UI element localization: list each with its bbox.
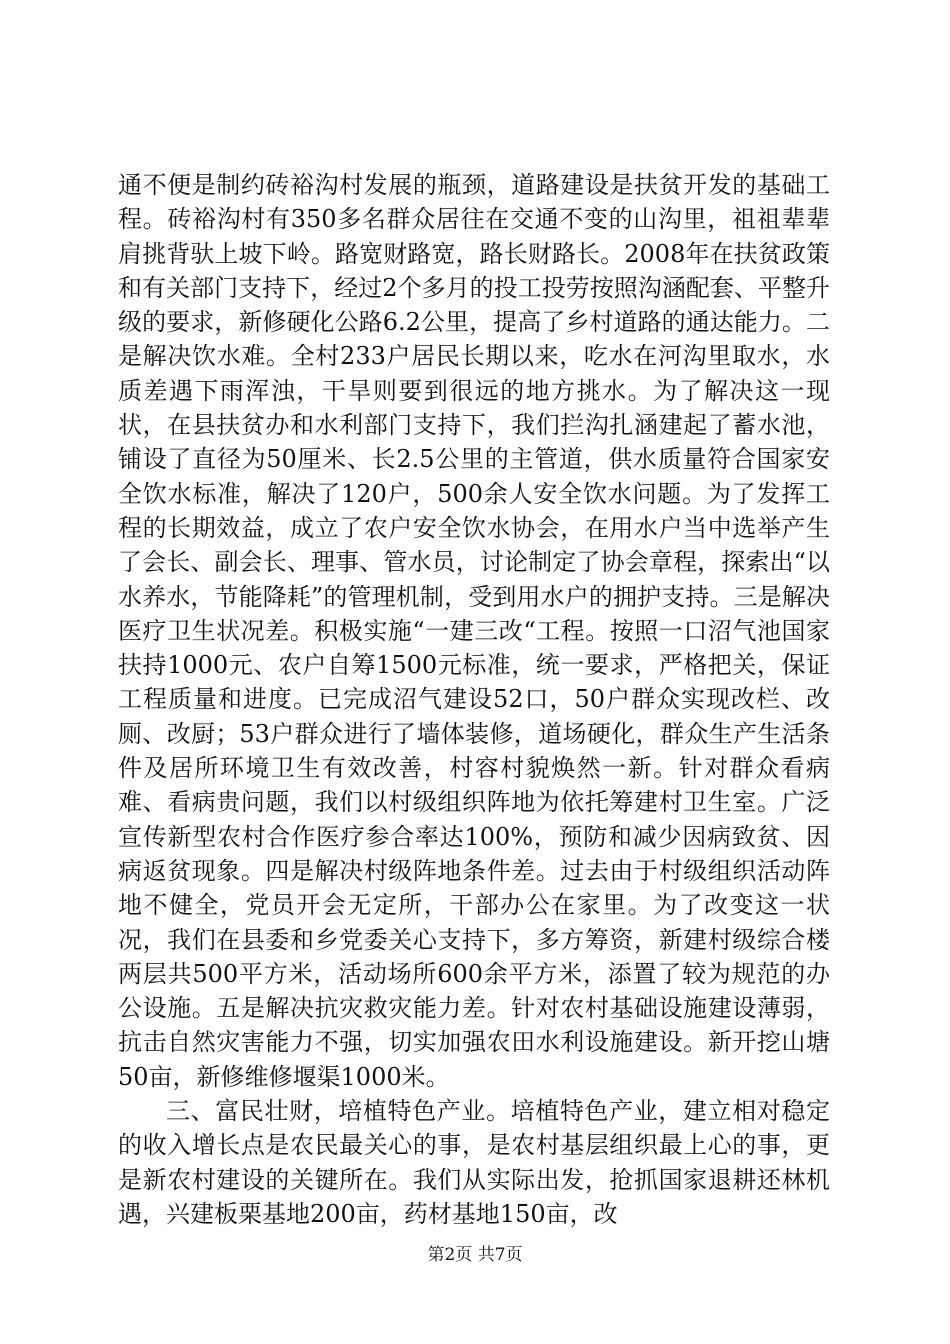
paragraph-section-three: 三、富民壮财，培植特色产业。培植特色产业，建立相对稳定的收入增长点是农民最关心的事，是农村基层组织最上心的事，更是新农村建设的关键所在。我们从实际出发，抢抓国家退耕还林机遇，兴建板栗基地200亩，药材基地150亩，改	[118, 1097, 830, 1228]
document-body	[118, 168, 830, 1231]
page-number: 第2页 共7页	[427, 1245, 523, 1265]
paragraph-continued: 通不便是制约砖裕沟村发展的瓶颈，道路建设是扶贫开发的基础工程。砖裕沟村有350多名群众居往在交通不变的山沟里，祖祖辈辈肩挑背驮上坡下岭。路宽财路宽，路长财路长。2008年在扶贫政策和有关部门支持下，经过2个多月的投工投劳按照沟涵配套、平整升级的要求，新修硬化公路6.2公里，提高了乡村道路的通达能力。二是解决饮水难。全村233户居民长期以来，吃水在河沟里取水，水质差遇下雨浑浊，干旱则要到很远的地方挑水。为了解决这一现状，在县扶贫办和水利部门支持下，我们拦沟扎涵建起了蓄水池，铺设了直径为50厘米、长2.5公里的主管道，供水质量符合国家安全饮水标准，解决了120户，500余人安全饮水问题。为了发挥工程的长期效益，成立了农户安全饮水协会，在用水户当中选举产生了会长、副会长、理事、管水员，讨论制定了协会章程，探索出“以水养水，节能降耗”的管理机制，受到用水户的拥护支持。三是解决医疗卫生状况差。积极实施“一建三改“工程。按照一口沼气池国家扶持1000元、农户自筹1500元标准，统一要求，严格把关，保证工程质量和进度。已完成沼气建设52口，50户群众实现改栏、改厕、改厨；53户群众进行了墙体装修，道场硬化，群众生产生活条件及居所环境卫生有效改善，村容村貌焕然一新。针对群众看病难、看病贵问题，我们以村级组织阵地为依托筹建村卫生室。广泛宣传新型农村合作医疗参合率达100%，预防和减少因病致贫、因病返贫现象。四是解决村级阵地条件差。过去由于村级组织活动阵地不健全，党员开会无定所，干部办公在家里。为了改变这一状况，我们在县委和乡党委关心支持下，多方筹资，新建村级综合楼两层共500平方米，活动场所600余平方米，添置了较为规范的办公设施。五是解决抗灾救灾能力差。针对农村基础设施建设薄弱，抗击自然灾害能力不强，切实加强农田水利设施建设。新开挖山塘50亩，新修维修堰渠1000米。	[118, 171, 830, 1091]
page-footer	[0, 1243, 950, 1267]
